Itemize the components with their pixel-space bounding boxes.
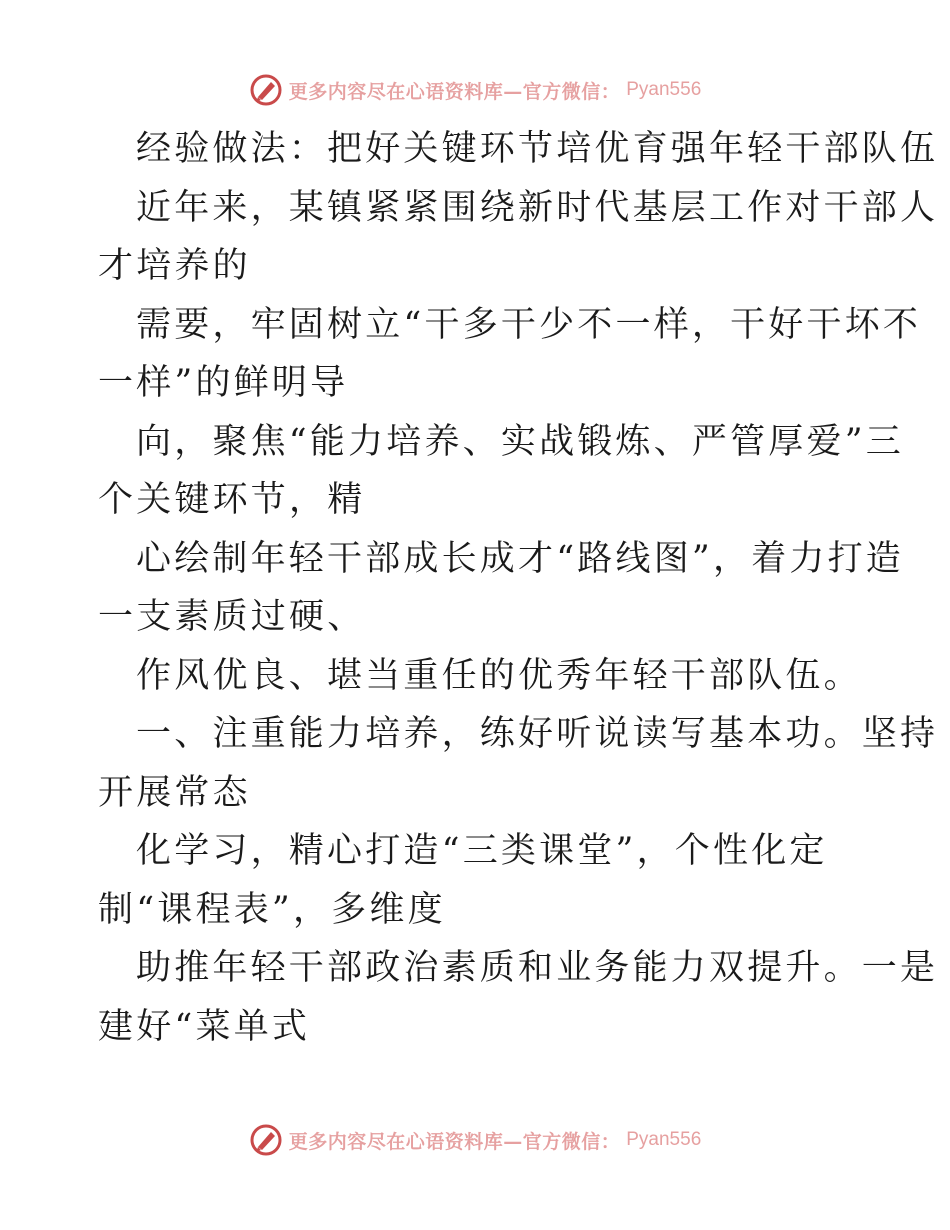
doc-line: 需要，牢固树立“干多干少不一样，干好干坏不 xyxy=(136,304,922,345)
header-watermark-banner xyxy=(0,70,950,110)
doc-line: 制“课程表”，多维度 xyxy=(98,889,446,930)
pen-logo-icon xyxy=(249,73,283,107)
header-wechat-id: Pyan556 xyxy=(626,79,702,100)
doc-line: 开展常态 xyxy=(98,772,251,813)
footer-wechat-id: Pyan556 xyxy=(626,1129,702,1150)
footer-banner-text: 更多内容尽在心语资料库—官方微信： xyxy=(288,1130,621,1153)
footer-watermark-banner xyxy=(0,1120,950,1160)
doc-line: 心绘制年轻干部成长成才“路线图”，着力打造 xyxy=(136,538,904,579)
pen-logo-icon xyxy=(249,1123,283,1157)
doc-line: 向，聚焦“能力培养、实战锻炼、严管厚爱”三 xyxy=(136,421,904,462)
doc-line: 才培养的 xyxy=(98,246,251,286)
document-body xyxy=(98,120,939,1056)
header-banner-text: 更多内容尽在心语资料库—官方微信： xyxy=(288,80,621,103)
doc-line: 助推年轻干部政治素质和业务能力双提升。一是 xyxy=(136,948,939,988)
doc-line: 近年来，某镇紧紧围绕新时代基层工作对干部人 xyxy=(136,187,939,228)
doc-line: 作风优良、堪当重任的优秀年轻干部队伍。 xyxy=(136,655,862,696)
doc-line: 经验做法：把好关键环节培优育强年轻干部队伍 xyxy=(136,129,939,169)
doc-line: 一样”的鲜明导 xyxy=(98,363,349,403)
doc-line: 化学习，精心打造“三类课堂”，个性化定 xyxy=(136,831,828,871)
doc-line: 个关键环节，精 xyxy=(98,480,366,520)
doc-line: 一、注重能力培养，练好听说读写基本功。坚持 xyxy=(136,714,939,754)
doc-line: 一支素质过硬、 xyxy=(98,597,366,637)
doc-line: 建好“菜单式 xyxy=(98,1006,311,1047)
